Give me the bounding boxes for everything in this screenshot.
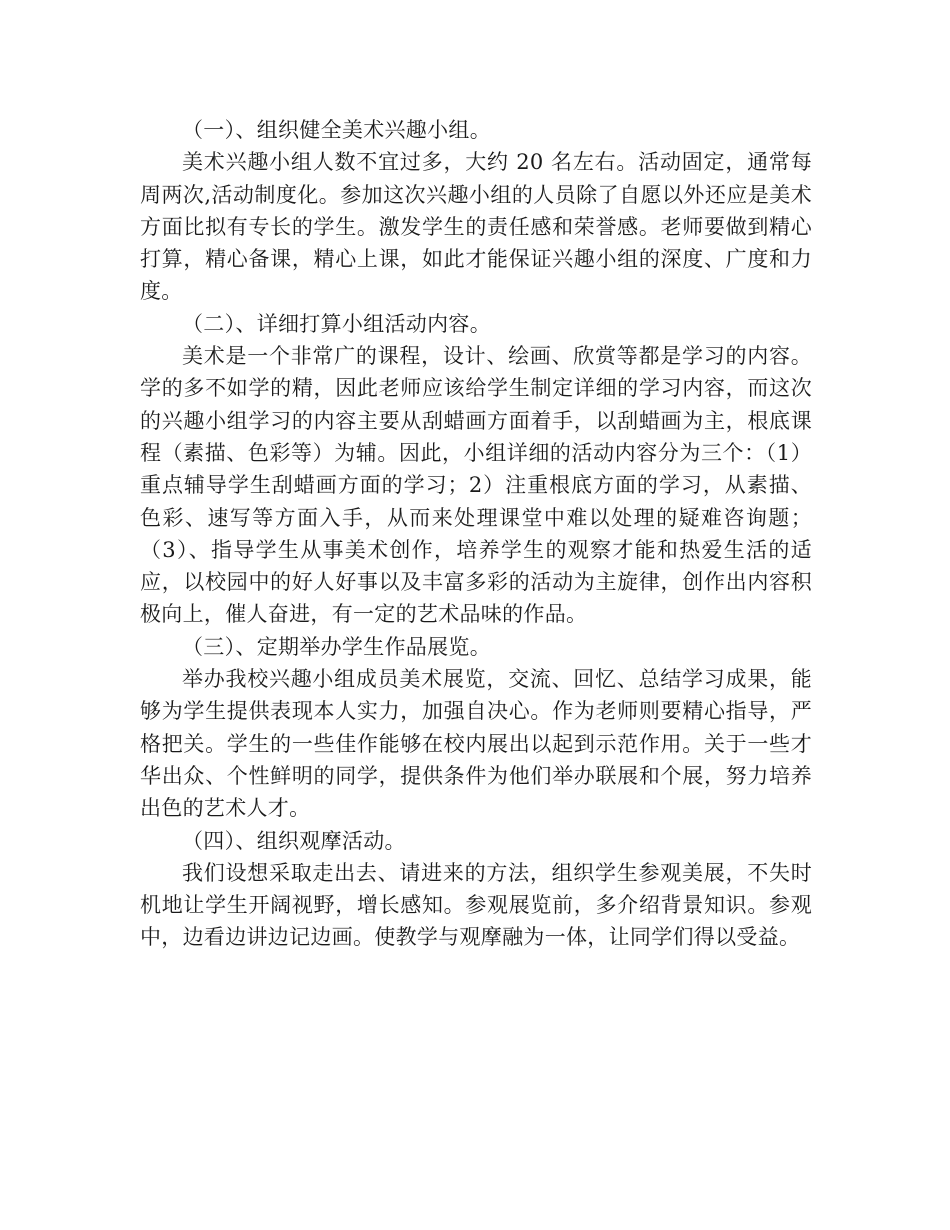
section-heading-2: （二）、详细打算小组活动内容。: [182, 311, 491, 336]
document-body: [140, 114, 812, 954]
section-paragraph-3: 举办我校兴趣小组成员美术展览，交流、回忆、总结学习成果，能够为学生提供表现本人实力，加强自决心。作为老师则要精心指导，严格把关。学生的一些佳作能够在校内展出以起到示范作用。关于一些才华出众、个性鲜明的同学，提供条件为他们举办联展和个展，努力培养出色的艺术人才。: [140, 667, 812, 821]
section-paragraph-4: 我们设想采取走出去、请进来的方法，组织学生参观美展，不失时机地让学生开阔视野，增长感知。参观展览前，多介绍背景知识。参观中，边看边讲边记边画。使教学与观摩融为一体，让同学们得以受益。: [140, 860, 812, 950]
section-paragraph-2: 美术是一个非常广的课程，设计、绘画、欣赏等都是学习的内容。学的多不如学的精，因此老师应该给学生制定详细的学习内容，而这次的兴趣小组学习的内容主要从刮蜡画方面着手，以刮蜡画为主，根底课程（素描、色彩等）为辅。因此，小组详细的活动内容分为三个：（1）重点辅导学生刮蜡画方面的学习；2）注重根底方面的学习，从素描、色彩、速写等方面入手，从而来处理课堂中难以处理的疑难咨询题；（3）、指导学生从事美术创作，培养学生的观察才能和热爱生活的适应，以校园中的好人好事以及丰富多彩的活动为主旋律，创作出内容积极向上，催人奋进，有一定的艺术品味的作品。: [140, 344, 812, 627]
section-heading-1: （一）、组织健全美术兴趣小组。: [182, 118, 491, 142]
section-paragraph-1: 美术兴趣小组人数不宜过多，大约 20 名左右。活动固定，通常每周两次,活动制度化。参加这次兴趣小组的人员除了自愿以外还应是美术方面比拟有专长的学生。激发学生的责任感和荣誉感。老师要做到精心打算，精心备课，精心上课，如此才能保证兴趣小组的深度、广度和力度。: [140, 150, 812, 304]
section-heading-4: （四）、组织观摩活动。: [182, 828, 406, 853]
section-heading-3: （三）、定期举办学生作品展览。: [182, 634, 491, 659]
